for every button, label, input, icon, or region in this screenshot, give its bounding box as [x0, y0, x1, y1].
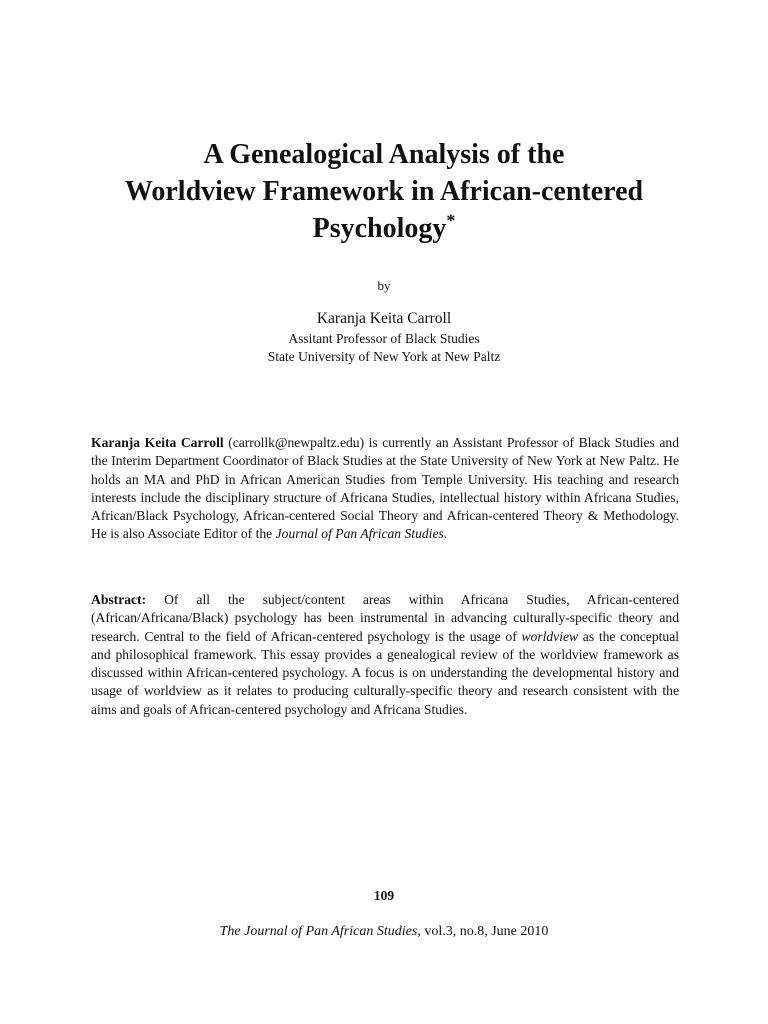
abstract-worldview-term: worldview [521, 628, 579, 644]
title-footnote-mark: * [446, 210, 456, 231]
abstract-text: Of all the subject/content areas within Africana Studies, African-centered (African/Africana/Black) psychology has been instrumental in advancing culturally-specific theory and research. Central to the field of African-centered psychology is the usage of [91, 592, 679, 644]
author-bio [91, 434, 679, 544]
byline-by: by [377, 278, 391, 293]
abstract-label: Abstract: [91, 592, 147, 607]
bio-text-end: . [443, 526, 448, 542]
title-line-3: Psychology [312, 213, 447, 244]
journal-footer [40, 924, 728, 940]
page-number: 109 [373, 888, 395, 903]
footer-details: , vol.3, no.8, June 2010 [417, 924, 549, 939]
author-position: Assitant Professor of Black Studies [288, 331, 480, 346]
bio-author-name: Karanja Keita Carroll [91, 435, 224, 450]
article-title [40, 136, 728, 247]
author-institution: State University of New York at New Paltz [267, 349, 501, 364]
footer-journal-name: The Journal of Pan African Studies [219, 924, 418, 939]
title-line-2: Worldview Framework in African-centered [124, 176, 644, 207]
bio-text: (carrollk@newpaltz.edu) is currently an Assistant Professor of Black Studies and the Interim Department Coordinator of Black Studies at the State University of New York at New Paltz. He holds an MA and PhD in African American Studies from Temple University. His teaching and research interests include the disciplinary structure of Africana Studies, intellectual history within Africana Studies, African/Black Psychology, African-centered Social Theory and African-centered Theory & Methodology. He is also Associate Editor of the [91, 435, 679, 542]
abstract-text-end: as the conceptual and philosophical framework. This essay provides a genealogical review of the worldview framework as discussed within African-centered psychology. A focus is on understanding the developmental history and usage of worldview as it relates to producing culturally-specific theory and research consistent with the aims and goals of African-centered psychology and Africana Studies. [91, 628, 679, 717]
author-name: Karanja Keita Carroll [316, 310, 452, 327]
abstract [91, 591, 679, 719]
bio-journal-name: Journal of Pan African Studies [275, 526, 444, 542]
title-line-1: A Genealogical Analysis of the [203, 139, 565, 170]
